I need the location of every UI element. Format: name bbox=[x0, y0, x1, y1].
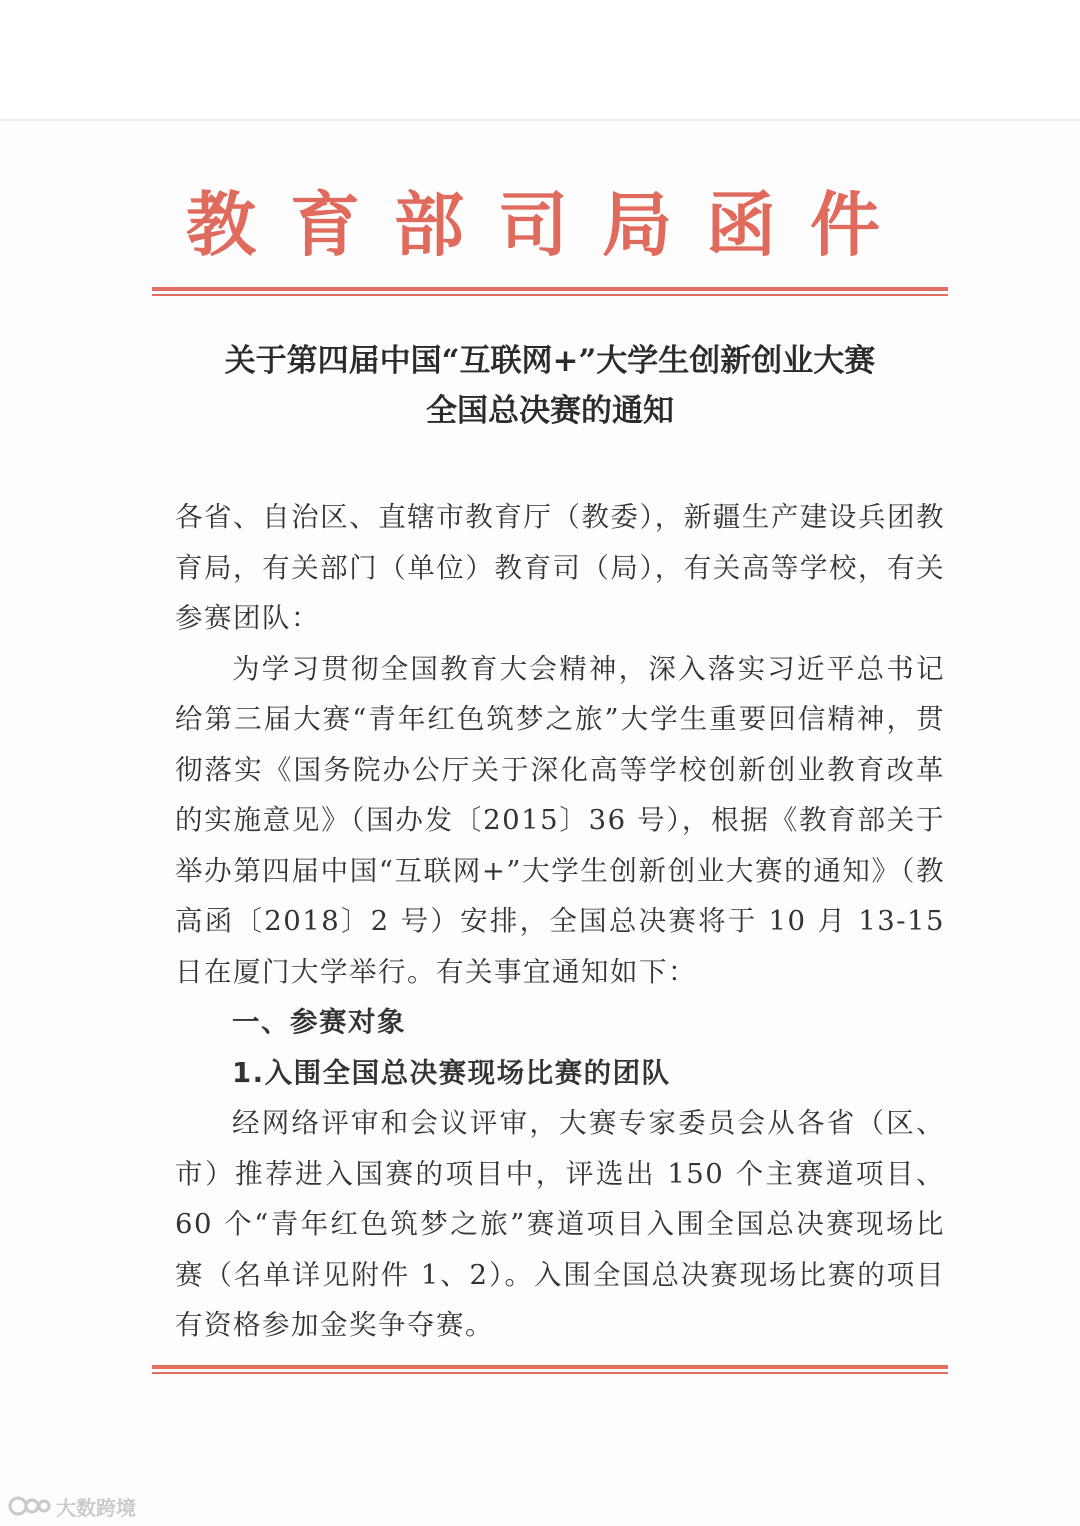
document-title bbox=[150, 336, 950, 436]
addressee-paragraph: 各省、自治区、直辖市教育厅（教委），新疆生产建设兵团教育局，有关部门（单位）教育司（局），有关高等学校，有关参赛团队： bbox=[175, 501, 945, 634]
subsection-1-paragraph: 经网络评审和会议评审，大赛专家委员会从各省（区、市）推荐进入国赛的项目中，评选出 150 个主赛道项目、60 个“青年红色筑梦之旅”赛道项目入围全国总决赛现场比赛（名单详见附件 1、2）。入围全国总决赛现场比赛的项目有资格参加金奖争夺赛。 bbox=[175, 1107, 945, 1341]
document-body bbox=[175, 492, 945, 1351]
watermark-text: 大数跨境 bbox=[56, 1495, 136, 1520]
document-title-line-1: 关于第四届中国“互联网+”大学生创新创业大赛 bbox=[224, 343, 876, 379]
letterhead-top-rule bbox=[152, 287, 948, 296]
intro-paragraph: 为学习贯彻全国教育大会精神，深入落实习近平总书记给第三届大赛“青年红色筑梦之旅”大学生重要回信精神，贯彻落实《国务院办公厅关于深化高等学校创新创业教育改革的实施意见》（国办发〔2015〕36 号），根据《教育部关于举办第四届中国“互联网+”大学生创新创业大赛的通知》（教高函〔2018〕2 号）安排，全国总决赛将于 10 月 13-15 日在厦门大学举行。有关事宜通知如下： bbox=[175, 652, 945, 988]
watermark bbox=[8, 1493, 136, 1519]
page-top-margin bbox=[0, 0, 1080, 120]
page-edge-line bbox=[0, 119, 1080, 121]
letterhead-bottom-rule bbox=[152, 1365, 948, 1374]
brand-logo-icon bbox=[8, 1494, 52, 1518]
subsection-heading-1: 1.入围全国总决赛现场比赛的团队 bbox=[232, 1056, 671, 1089]
section-heading-1: 一、参赛对象 bbox=[232, 1006, 406, 1038]
document-title-line-2: 全国总决赛的通知 bbox=[426, 393, 674, 429]
letterhead-title: 教育部司局函件 bbox=[186, 183, 914, 266]
